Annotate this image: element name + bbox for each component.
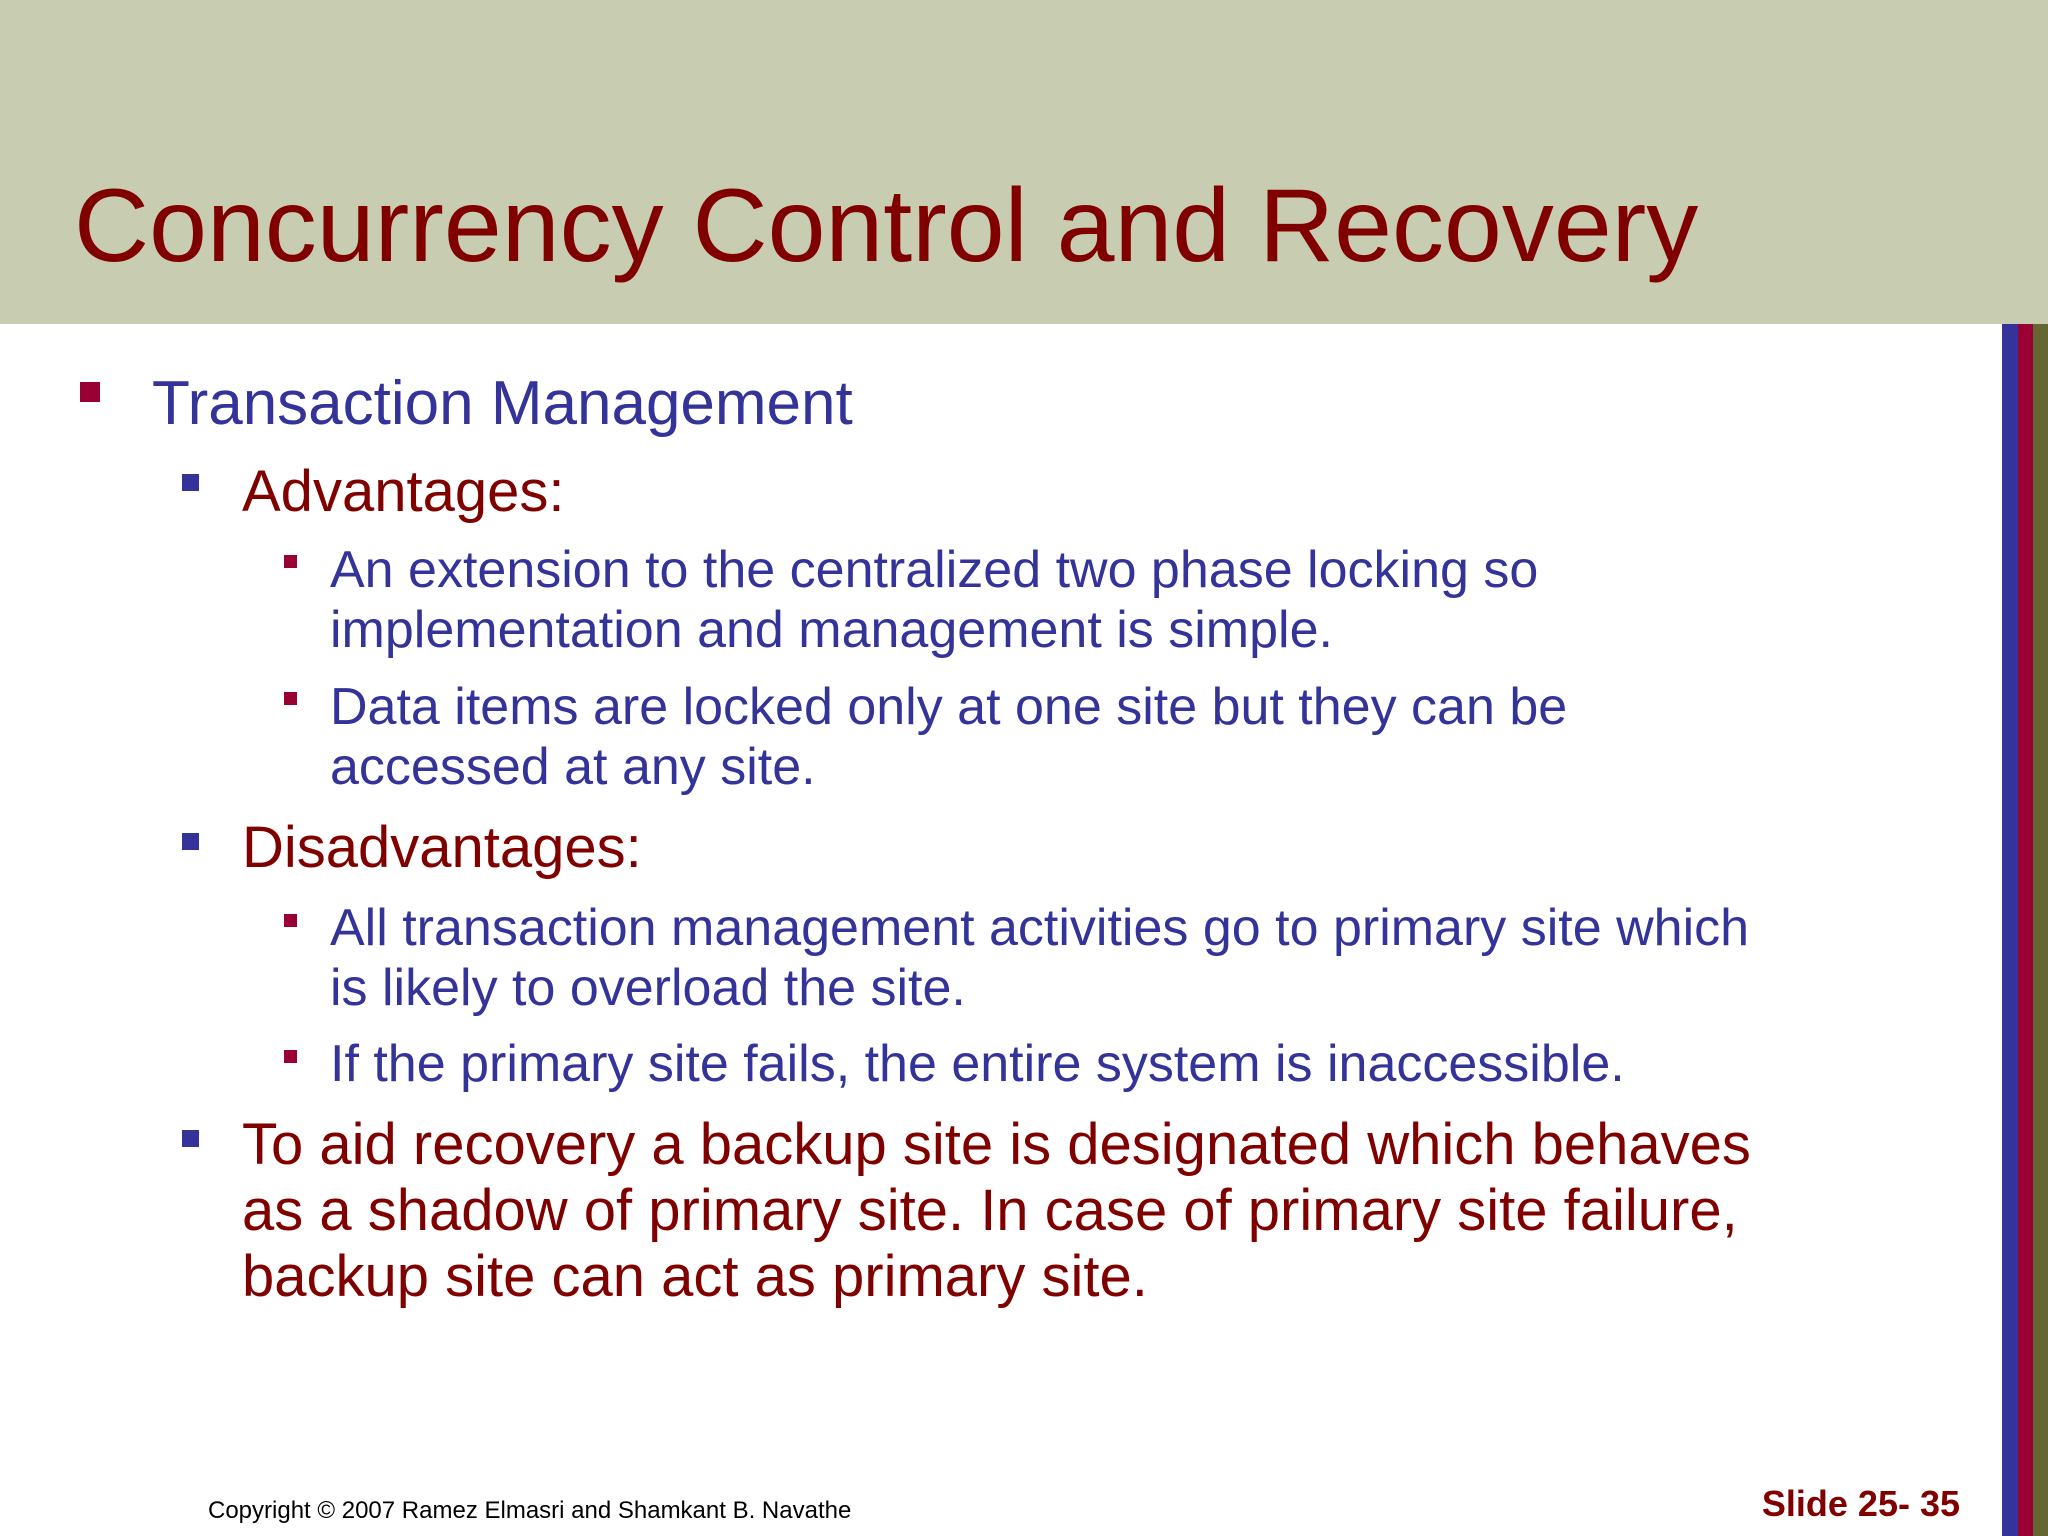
advantages-label: Advantages: — [242, 459, 565, 524]
copyright-notice: Copyright © 2007 Ramez Elmasri and Shamkant B. Navathe — [208, 1497, 852, 1524]
bullet-level3-icon — [284, 692, 297, 705]
disadvantages-label: Disadvantages: — [242, 815, 642, 880]
bullet-level2-icon — [182, 833, 199, 850]
bullet-level3-icon — [284, 1050, 297, 1063]
bullet-level2-icon — [182, 1130, 199, 1147]
advantage-1-line2: implementation and management is simple. — [330, 601, 1333, 659]
side-stripe-blue — [2002, 324, 2018, 1536]
advantage-2-line2: accessed at any site. — [330, 738, 816, 796]
slide-title: Concurrency Control and Recovery — [74, 168, 1699, 284]
disadvantage-1-line2: is likely to overload the site. — [330, 959, 966, 1017]
side-stripe-olive — [2033, 324, 2048, 1536]
bullet-level1-icon — [80, 382, 100, 402]
heading-transaction-management: Transaction Management — [152, 369, 853, 438]
bullet-level3-icon — [284, 555, 297, 568]
recovery-line3: backup site can act as primary site. — [242, 1244, 1148, 1309]
bullet-level2-icon — [182, 474, 199, 491]
advantage-2-line1: Data items are locked only at one site but they can be — [330, 678, 1568, 736]
disadvantage-2-line1: If the primary site fails, the entire system is inaccessible. — [330, 1035, 1625, 1093]
bullet-level3-icon — [284, 914, 297, 927]
recovery-line2: as a shadow of primary site. In case of primary site failure, — [242, 1178, 1738, 1243]
advantage-1-line1: An extension to the centralized two phase locking so — [330, 541, 1539, 599]
recovery-line1: To aid recovery a backup site is designated which behaves — [242, 1112, 1751, 1177]
side-stripe-red — [2018, 324, 2033, 1536]
slide-number: Slide 25- 35 — [1761, 1483, 1960, 1524]
disadvantage-1-line1: All transaction management activities go to primary site which — [330, 899, 1750, 957]
